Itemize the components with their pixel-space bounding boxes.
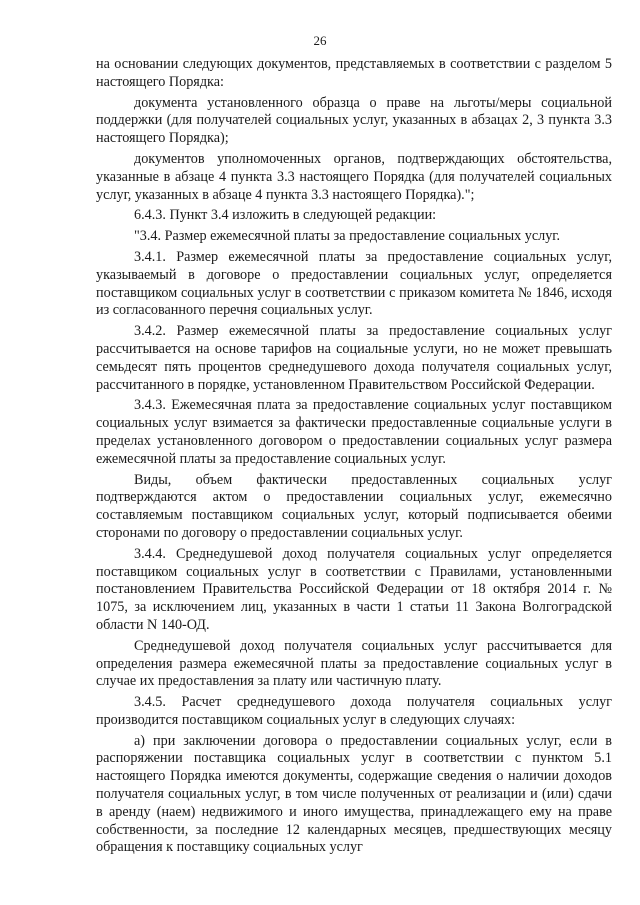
page-number: 26 bbox=[313, 33, 327, 48]
section-heading: "3.4. Размер ежемесячной платы за предоставление социальных услуг. bbox=[134, 228, 561, 245]
paragraph: документов уполномоченных органов, подтверждающих обстоятельства, указанные в абзаце 4 пункта 3.3 настоящего Порядка (для получателей социальных услуг, указанных в абзаце 4 пункта 3.3 настоящего Порядка)."; bbox=[96, 150, 612, 203]
paragraph: 3.4.5. Расчет среднедушевого дохода получателя социальных услуг производится поставщиком социальных услуг в следующих случаях: bbox=[96, 694, 612, 728]
paragraph: 3.4.1. Размер ежемесячной платы за предоставление социальных услуг, указываемый в договоре о предоставлении социальных услуг, определяется поставщиком социальных услуг в соответствии с приказом комитета № 1846, исходя из согласованного перечня социальных услуг. bbox=[96, 248, 612, 319]
paragraph: 3.4.3. Ежемесячная плата за предоставление социальных услуг поставщиком социальных услуг взимается за фактически предоставленные социальные услуги в пределах установленного договором о предоставлении социальных услуг размера ежемесячной платы за предоставление социальных услуг. bbox=[96, 397, 612, 467]
paragraph: на основании следующих документов, представляемых в соответствии с разделом 5 настоящего Порядка: bbox=[96, 56, 612, 90]
paragraph: а) при заключении договора о предоставлении социальных услуг, если в распоряжении поставщика социальных услуг в соответствии с пунктом 5.1 настоящего Порядка имеются документы, содержащие сведения о наличии доходов получателя социальных услуг, в том числе полученных от реализации и (или) сдачи в аренду (наем) недвижимого и иного имущества, принадлежащего ему на праве собственности, за последние 12 календарных месяцев, предшествующих месяцу обращения к поставщику социальных услуг bbox=[96, 732, 612, 856]
paragraph: Среднедушевой доход получателя социальных услуг рассчитывается для определения размера ежемесячной платы за предоставление социальных услуг в случае их предоставления за плату или частичную плату. bbox=[96, 637, 612, 690]
paragraph: 6.4.3. Пункт 3.4 изложить в следующей редакции: bbox=[134, 207, 437, 224]
paragraph: документа установленного образца о праве на льготы/меры социальной поддержки (для получателей социальных услуг, указанных в абзацах 2, 3 пункта 3.3 настоящего Порядка); bbox=[96, 94, 612, 147]
paragraph: 3.4.2. Размер ежемесячной платы за предоставление социальных услуг рассчитывается на основе тарифов на социальные услуги, но не может превышать семьдесят пять процентов среднедушевого дохода получателя социальных услуг, рассчитанного в порядке, установленном Правительством Российской Федерации. bbox=[96, 323, 612, 393]
paragraph: Виды, объем фактически предоставленных социальных услуг подтверждаются актом о предоставлении социальных услуг, ежемесячно составляемым поставщиком социальных услуг, который подписывается обеими сторонами по договору о предоставлении социальных услуг. bbox=[96, 471, 612, 541]
document-body bbox=[96, 56, 612, 860]
paragraph: 3.4.4. Среднедушевой доход получателя социальных услуг определяется поставщиком социальных услуг в соответствии с Правилами, установленными постановлением Правительства Российской Федерации от 18 октября 2014 г. № 1075, за исключением лиц, указанных в части 1 статьи 11 Закона Волгоградской области N 140-ОД. bbox=[96, 545, 612, 633]
